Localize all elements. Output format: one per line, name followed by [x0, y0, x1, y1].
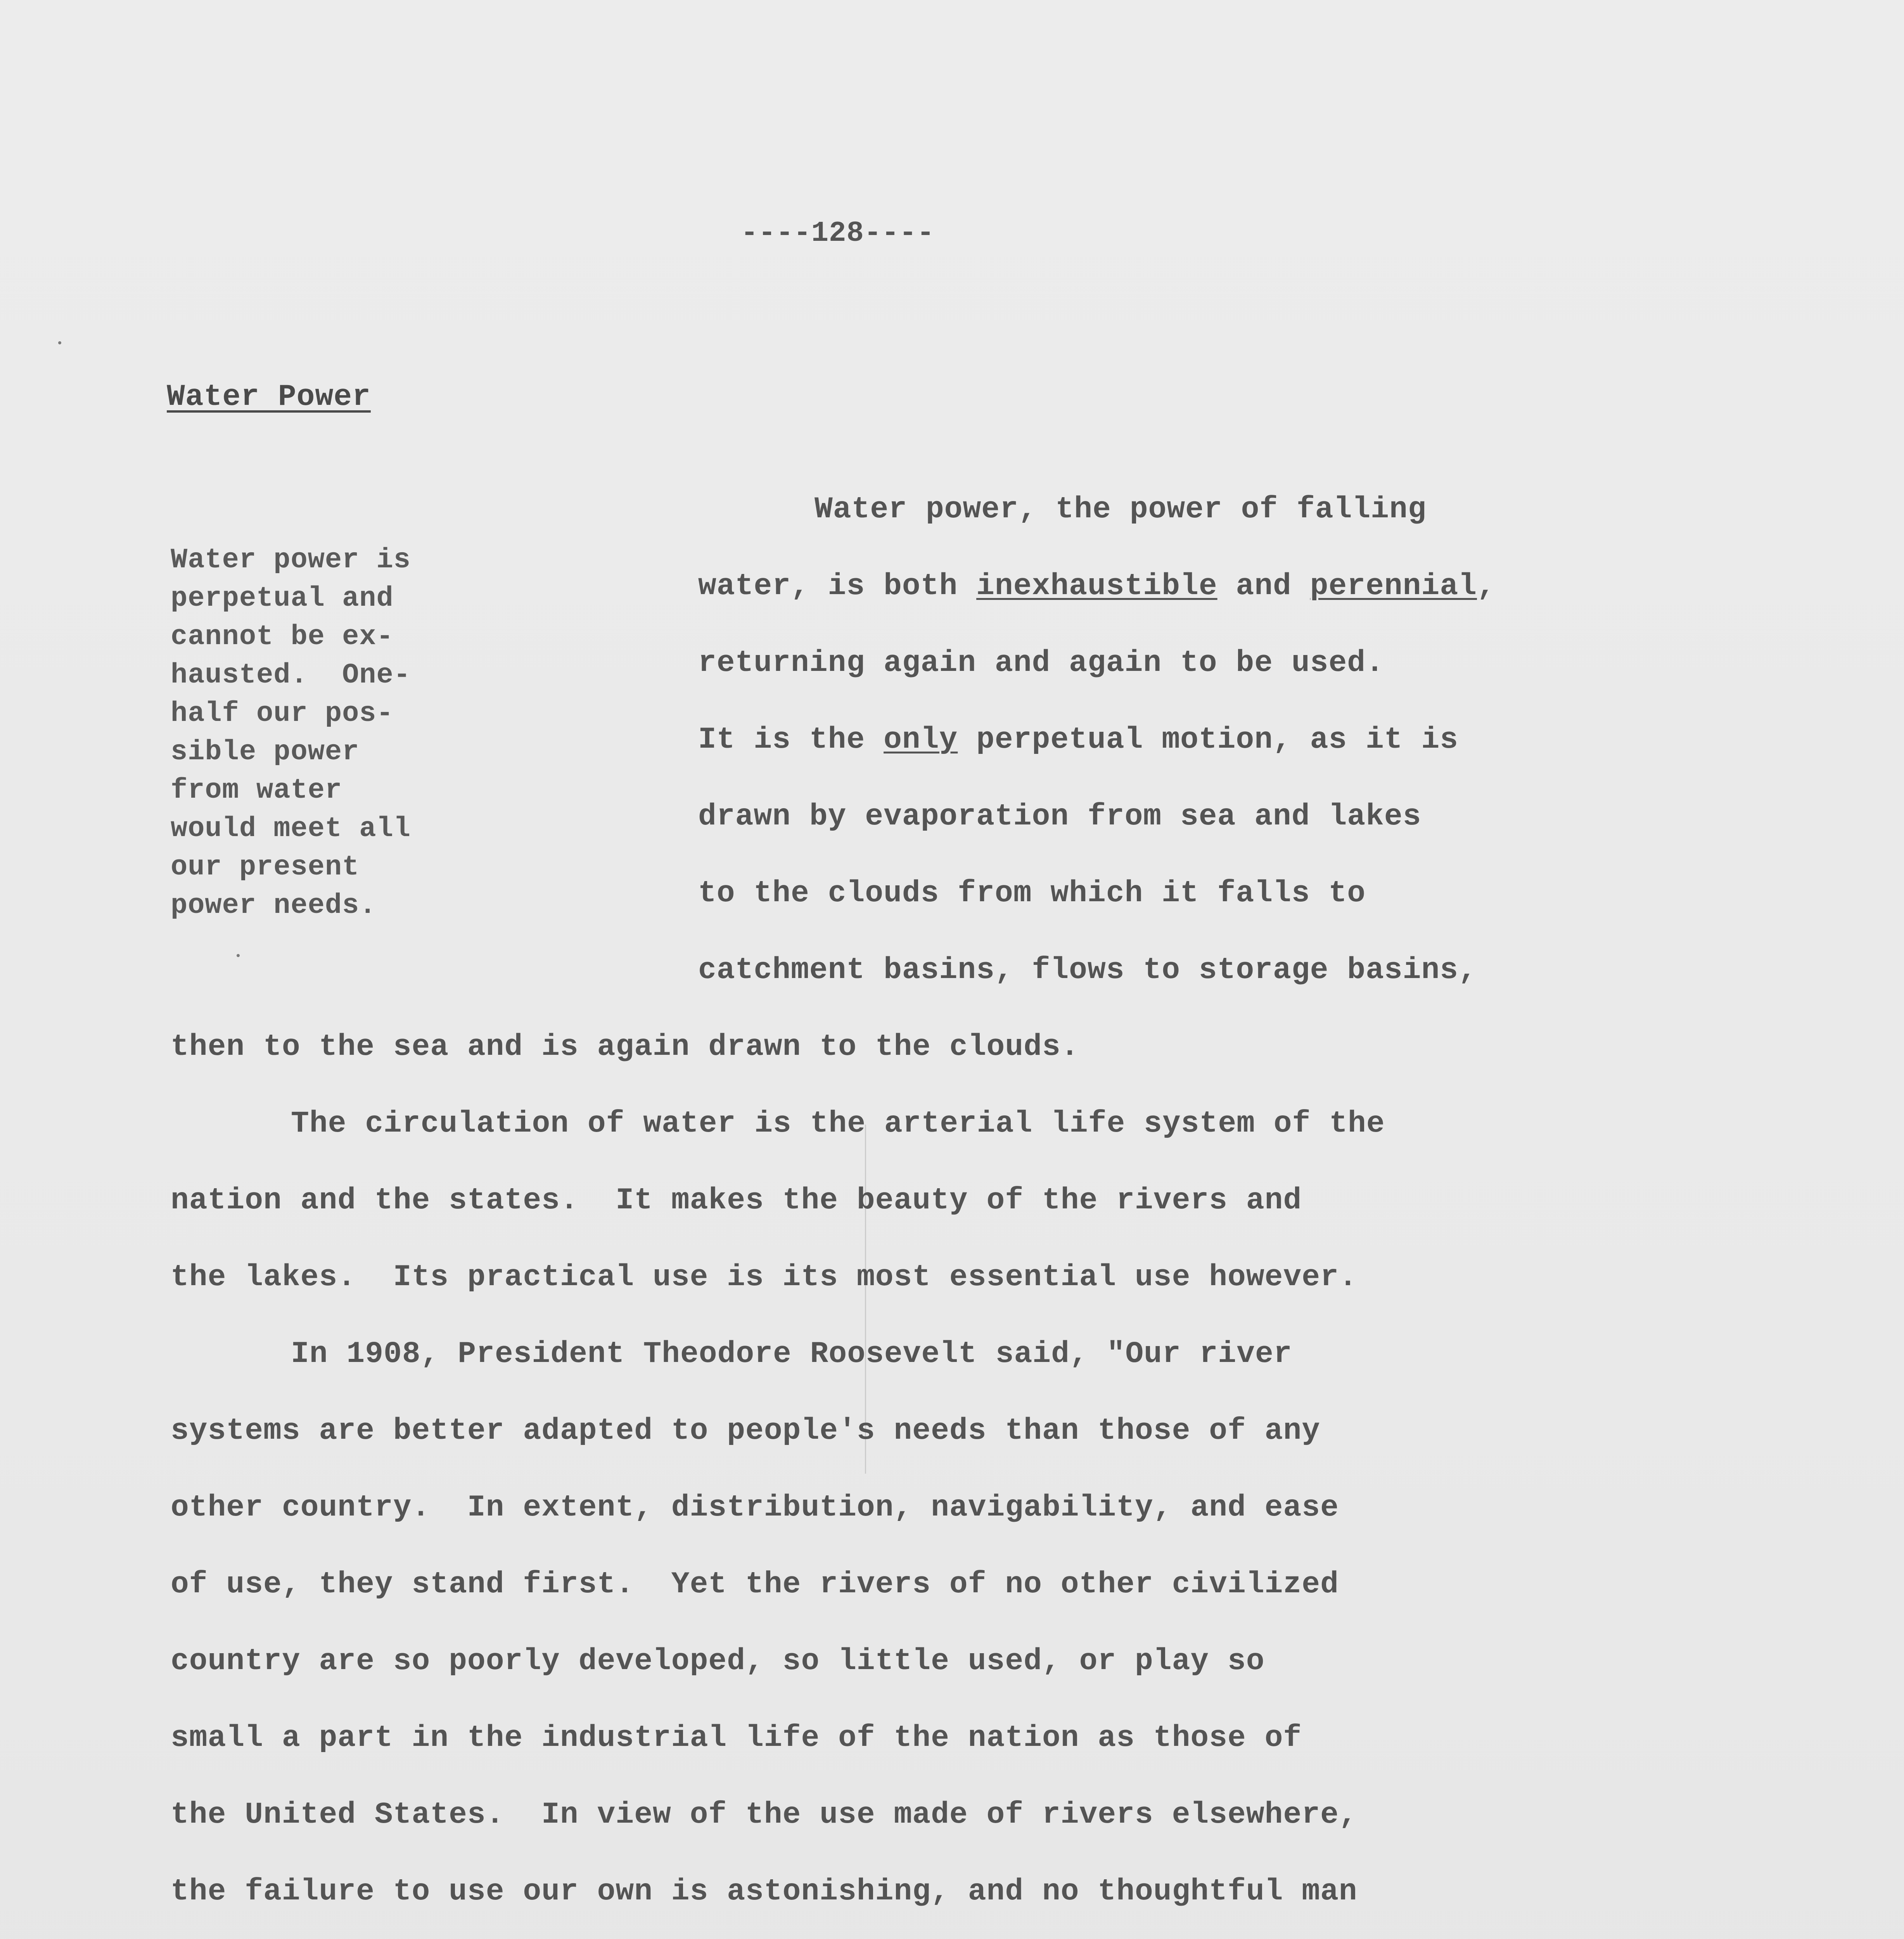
body-line: the failure to use our own is astonishing, and no thoughtful man	[171, 1875, 1358, 1909]
margin-note-line: sible power	[171, 736, 360, 768]
body-line: country are so poorly developed, so little used, or play so	[171, 1644, 1265, 1678]
body-line: nation and the states. It makes the beauty of the rivers and	[171, 1184, 1302, 1218]
body-line: The circulation of water is the arterial life system of the	[291, 1107, 1385, 1141]
body-line: of use, they stand first. Yet the rivers of no other civilized	[171, 1567, 1339, 1602]
body-line: systems are better adapted to people's needs than those of any	[171, 1414, 1321, 1448]
body-line: the lakes. Its practical use is its most essential use however.	[171, 1260, 1358, 1294]
margin-note-line: Water power is	[171, 544, 411, 576]
margin-note-line: hausted. One-	[171, 659, 411, 691]
margin-note-line: perpetual and	[171, 582, 394, 614]
body-line: to the clouds from which it falls to	[698, 876, 1366, 911]
paper-speck	[58, 341, 61, 344]
paper-speck	[237, 954, 240, 957]
margin-note-line: our present	[171, 851, 360, 883]
text-fragment: and	[1217, 569, 1310, 603]
body-line: returning again and again to be used.	[698, 646, 1384, 680]
body-line: drawn by evaporation from sea and lakes	[698, 800, 1422, 834]
body-line: then to the sea and is again drawn to the clouds.	[171, 1030, 1079, 1064]
body-line: Water power, the power of falling	[815, 493, 1427, 527]
page-number: ----128----	[741, 217, 935, 250]
underlined-word: only	[884, 723, 958, 757]
body-line	[698, 723, 1458, 757]
text-fragment: perpetual motion, as it is	[958, 723, 1459, 757]
body-line	[698, 569, 1496, 603]
text-fragment: It is the	[698, 723, 884, 757]
margin-note-line: power needs.	[171, 890, 377, 921]
body-line: small a part in the industrial life of the nation as those of	[171, 1721, 1302, 1755]
body-line: other country. In extent, distribution, navigability, and ease	[171, 1491, 1339, 1525]
body-line: the United States. In view of the use made of rivers elsewhere,	[171, 1798, 1358, 1832]
body-line: catchment basins, flows to storage basins,	[698, 953, 1477, 987]
margin-note-line: from water	[171, 774, 342, 806]
section-heading: Water Power	[167, 380, 371, 414]
margin-note	[171, 541, 520, 925]
text-fragment: water, is both	[698, 569, 977, 603]
margin-note-line: half our pos-	[171, 698, 394, 729]
underlined-word: inexhaustible	[976, 569, 1217, 603]
margin-note-line: cannot be ex-	[171, 621, 394, 653]
margin-note-line: would meet all	[171, 813, 411, 845]
underlined-word: perennial	[1310, 569, 1477, 603]
text-fragment: ,	[1477, 569, 1496, 603]
body-line: In 1908, President Theodore Roosevelt said, "Our river	[291, 1337, 1292, 1371]
